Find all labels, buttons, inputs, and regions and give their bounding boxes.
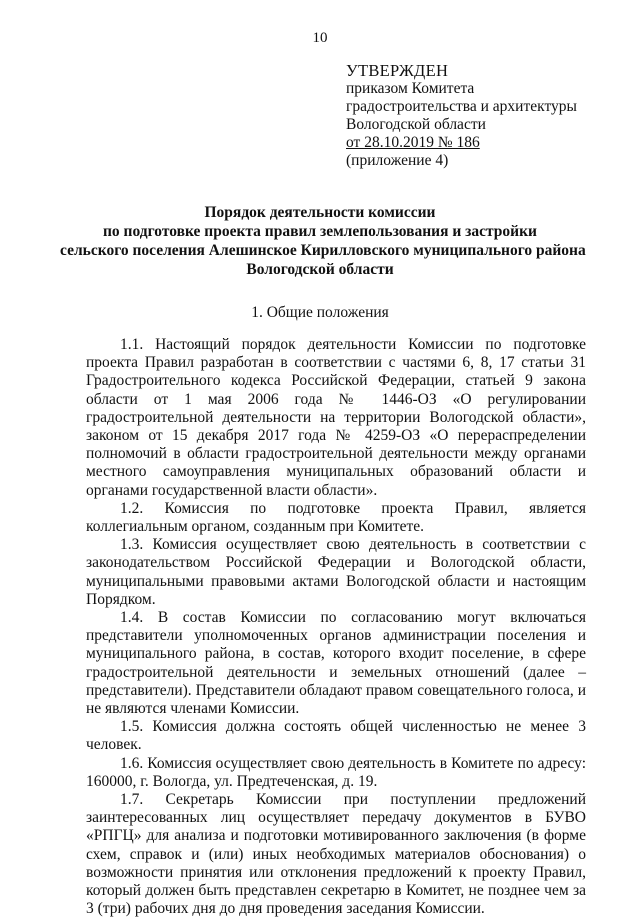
paragraph-1-5: 1.5. Комиссия должна состоять общей численностью не менее 3 человек. bbox=[86, 718, 586, 754]
title-line: по подготовке проекта правил землепользования и застройки bbox=[103, 223, 537, 240]
approval-title: УТВЕРЖДЕН bbox=[346, 61, 449, 80]
paragraph-1-6: 1.6. Комиссия осуществляет свою деятельность в Комитете по адресу: 160000, г. Вологда, ул. Предтеченская, д. 19. bbox=[86, 754, 586, 790]
paragraph-1-7: 1.7. Секретарь Комиссии при поступлении предложений заинтересованных лиц осуществляет передачу документов в БУВО «РПГЦ» для анализа и подготовки мотивированного заключения (в форме схем, справок и (или) иных необходимых материалов обоснования) о возможности принятия или отклонения предложений к проекту Правил, который должен быть представлен секретарю в Комитет, не позднее чем за 3 (три) рабочих дня до дня проведения заседания Комиссии. bbox=[86, 791, 586, 918]
paragraph-1-2: 1.2. Комиссия по подготовке проекта Правил, является коллегиальным органом, созданным при Комитете. bbox=[86, 499, 586, 536]
approval-appendix: (приложение 4) bbox=[346, 152, 449, 169]
approval-line-2: градостроительства и архитектуры bbox=[346, 98, 577, 115]
approval-stamp bbox=[346, 62, 577, 170]
title-line: Вологодской области bbox=[246, 261, 394, 278]
section-heading: 1. Общие положения bbox=[251, 304, 389, 321]
approval-order-ref: от 28.10.2019 № 186 bbox=[346, 134, 480, 151]
title-line: сельского поселения Алешинское Кирилловского муниципального района bbox=[60, 242, 586, 259]
paragraph-1-3: 1.3. Комиссия осуществляет свою деятельность в соответствии с законодательством Российской Федерации и Вологодской области, муниципальными правовыми актами Вологодской области и настоящим Порядком. bbox=[86, 536, 586, 608]
paragraph-1-1: 1.1. Настоящий порядок деятельности Комиссии по подготовке проекта Правил разработан в соответствии с частями 6, 8, 17 статьи 31 Градостроительного кодекса Российской Федерации, статьей 9 закона области от 1 мая 2006 года № 1446-ОЗ «О регулировании градостроительной деятельности на территории Вологодской области», законом от 15 декабря 2017 года № 4259-ОЗ «О перераспределении полномочий в области градостроительной деятельности между органами местного самоуправления муниципальных образований области и органами государственной власти области». bbox=[86, 336, 586, 499]
title-line: Порядок деятельности комиссии bbox=[204, 204, 436, 221]
document-body bbox=[86, 336, 586, 919]
approval-line-1: приказом Комитета bbox=[346, 80, 475, 97]
approval-line-3: Вологодской области bbox=[346, 116, 486, 133]
paragraph-1-4: 1.4. В состав Комиссии по согласованию могут включаться представители уполномоченных органов администрации поселения и муниципального района, в состав, которого входит поселение, в сфере градостроительной деятельности и земельных отношений (далее – представители). Представители обладают правом совещательного голоса, и не являются членами Комиссии. bbox=[86, 609, 586, 718]
page-number: 10 bbox=[312, 30, 328, 46]
document-title bbox=[60, 203, 586, 279]
